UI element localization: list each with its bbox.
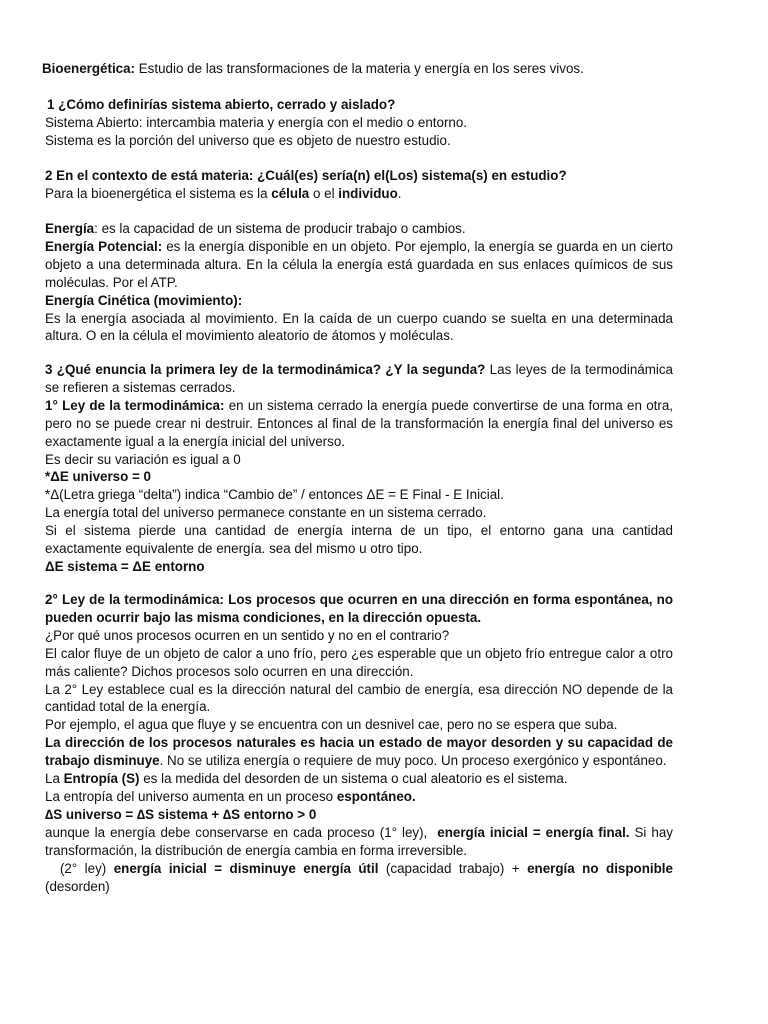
- entropy-equation: ∆S universo = ∆S sistema + ∆S entorno > 0: [45, 806, 317, 822]
- intro-paragraph: [42, 60, 670, 78]
- cell-term: célula: [271, 185, 310, 201]
- question-1-section: [45, 96, 673, 150]
- energy-loss-paragraph: Si el sistema pierde una cantidad de energía interna de un tipo, el entorno gana una cantidad exactamente equivalente de energía. sea del mismo u otro tipo.: [45, 523, 673, 557]
- bioenergetica-definition: Estudio de las transformaciones de la materia y energía en los seres vivos.: [135, 61, 584, 76]
- question-2-section: [45, 167, 673, 203]
- variation-line: Es decir su variación es igual a 0: [45, 451, 241, 467]
- delta-note: *Δ(Letra griega “delta”) indica “Cambio de” / entonces ΔE = E Final - E Inicial.: [45, 487, 504, 503]
- question-1-heading: 1 ¿Cómo definirías sistema abierto, cerrado y aislado?: [47, 97, 396, 112]
- natural-direction-paragraph: La 2° Ley establece cual es la dirección natural del cambio de energía, esa dirección NO depende de la cantidad total de la energía.: [45, 681, 673, 715]
- energy-definitions: [45, 220, 673, 345]
- kinetic-energy-heading: Energía Cinética (movimiento):: [45, 292, 243, 308]
- water-example: Por ejemplo, el agua que fluye y se encuentra con un desnivel cae, pero no se espera que suba.: [45, 717, 618, 733]
- kinetic-energy-definition: Es la energía asociada al movimiento. En la caída de un cuerpo cuando se suelta en una determinada altura. O en la célula el movimiento aleatorio de átomos y moléculas.: [45, 310, 673, 344]
- conservation-paragraph: aunque la energía debe conservarse en cada proceso (1° ley), energía inicial = energía final. Si hay transformación, la distribución de energía cambia en forma irreversible.: [45, 824, 673, 858]
- second-law-heading: 2° Ley de la termodinámica: Los procesos que ocurren en una dirección en forma espontánea, no pueden ocurrir bajo las misma condiciones, en la dirección opuesta.: [45, 592, 673, 625]
- question-1-answer-line-2: Sistema es la porción del universo que es objeto de nuestro estudio.: [45, 132, 451, 148]
- potential-energy-definition: Energía Potencial: es la energía disponible en un objeto. Por ejemplo, la energía se guarda en un cierto objeto a una determinada altura. En la célula la energía está guardada en sus enlaces químicos de sus moléculas. Por el ATP.: [45, 238, 674, 290]
- first-law-paragraph: 1° Ley de la termodinámica: en un sistema cerrado la energía puede convertirse de una forma en otra, pero no se puede crear ni destruir. Entonces al final de la transformación la energía final del universo es exactamente igual a la energía inicial del universo.: [45, 397, 673, 449]
- equation-system-environment: ΔE sistema = ΔE entorno: [45, 558, 205, 574]
- second-law-question: ¿Por qué unos procesos ocurren en un sentido y no en el contrario?: [45, 627, 450, 643]
- process-direction-paragraph: La dirección de los procesos naturales es hacia un estado de mayor desorden y su capacidad de trabajo disminuye. No se utiliza energía o requiere de muy poco. Un proceso exergónico y espontáneo.: [45, 735, 673, 769]
- entropy-definition: La Entropía (S) es la medida del desorden de un sistema o cual aleatorio es el sistema.: [45, 771, 568, 787]
- constant-energy-line: La energía total del universo permanece constante en un sistema cerrado.: [45, 505, 487, 521]
- question-2-heading: 2 En el contexto de está materia: ¿Cuál(es) sería(n) el(Los) sistema(s) en estudio?: [45, 168, 567, 183]
- second-law-energy-paragraph: (2° ley) energía inicial = disminuye energía útil (capacidad trabajo) + energía no disponible (desorden): [45, 860, 673, 894]
- individual-term: individuo: [338, 185, 398, 201]
- heat-flow-paragraph: El calor fluye de un objeto de calor a uno frío, pero ¿es esperable que un objeto frío entregue calor a otro más caliente? Dichos procesos solo ocurren en una dirección.: [45, 645, 673, 679]
- bioenergetica-term: Bioenergética:: [42, 61, 136, 76]
- energy-definition: Energía: es la capacidad de un sistema de producir trabajo o cambios.: [45, 221, 466, 236]
- question-2-answer: Para la bioenergética el sistema es la célula o el individuo.: [45, 185, 402, 201]
- second-law-section: [45, 591, 673, 895]
- question-1-answer-line-1: Sistema Abierto: intercambia materia y energía con el medio o entorno.: [45, 114, 468, 130]
- equation-universe: *ΔE universo = 0: [45, 469, 152, 485]
- entropy-universe-line: La entropía del universo aumenta en un proceso espontáneo.: [45, 788, 416, 804]
- question-3-heading: 3 ¿Qué enuncia la primera ley de la termodinámica? ¿Y la segunda? Las leyes de la termodinámica se refieren a sistemas cerrados.: [45, 362, 673, 395]
- question-3-section: [45, 361, 673, 576]
